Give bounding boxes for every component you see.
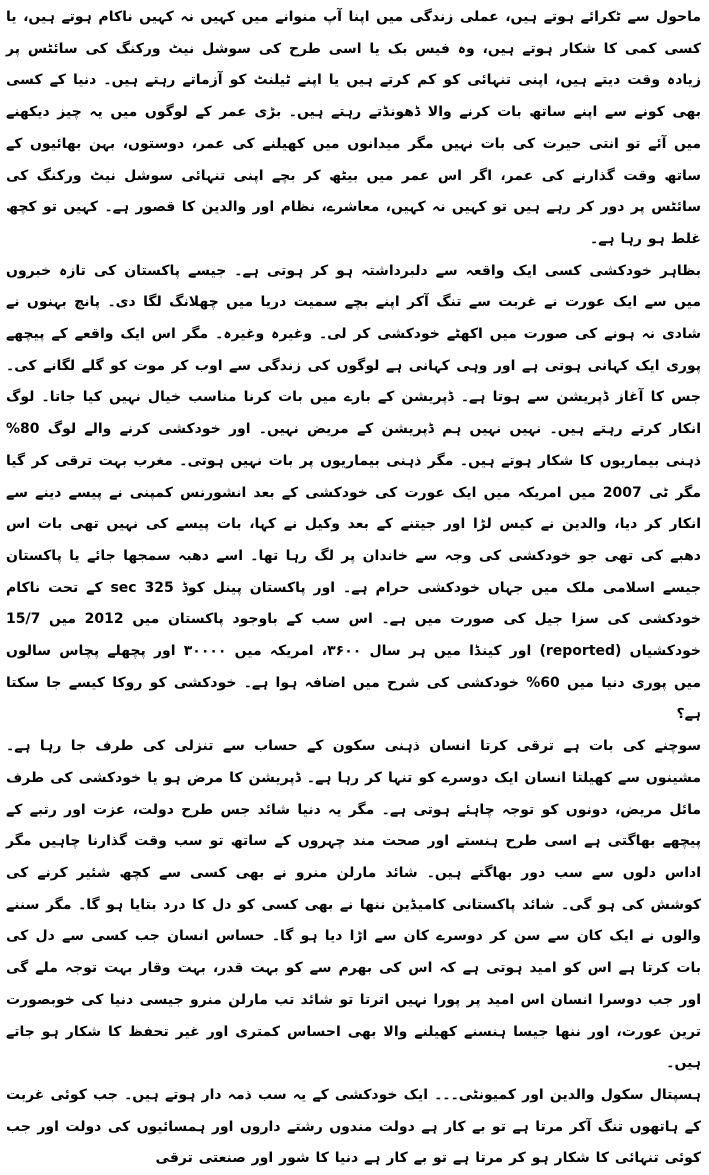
paragraph-social-networking: ماحول سے ٹکرائے ہوتے ہیں، عملی زندگی میں اپنا آپ منوانے میں کہیں نہ کہیں ناکام ہوتے ہیں، یا کسی کمی کا شکار ہوتے ہیں، وہ فیس بک یا اسی طرح کی سوشل نیٹ ورکنگ کی سائٹس پر زیادہ وقت دیتے ہیں، اپنی تنہائی کو کم کرتے ہیں یا اپنے ٹیلنٹ کو آزماتے رہتے ہیں۔ دنیا کے کسی بھی کونے سے اپنے ساتھ بات کرنے والا ڈھونڈتے رہتے ہیں۔ بڑی عمر کے لوگوں میں یہ چیز دیکھنے میں آئے تو انتی حیرت کی بات نہیں مگر میدانوں میں کھیلنے کی عمر، دوستوں، بہن بھائیوں کے ساتھ وقت گذارنے کی عمر، اگر اس عمر میں بیٹھ کر بچے اپنی تنہائی سوشل نیٹ ورکنگ کی سائٹس پر دور کر رہے ہیں تو کہیں نہ کہیں، معاشرے، نظام اور والدین کا قصور ہے۔ کہیں تو کچھ غلط ہو رہا ہے۔ (6, 9, 701, 247)
paragraph-suicide-depression: بظاہر خودکشی کسی ایک واقعہ سے دلبرداشتہ ہو کر ہوتی ہے۔ جیسے پاکستان کی تازہ خبروں میں سے ایک عورت نے غربت سے تنگ آکر اپنے بچے سمیت دریا میں چھلانگ لگا دی۔ پانچ بہنوں نے شادی نہ ہونے کی صورت میں اکھٹے خودکشی کر لی۔ وغیرہ وغیرہ۔ مگر اس ایک واقعے کے پیچھے پوری ایک کہانی ہوتی ہے اور وہی کہانی ہے لوگوں کی زندگی سے اوب کر موت کو گلے لگانے کی۔ جس کا آغاز ڈپریشن سے ہوتا ہے۔ ڈپریشن کے بارے میں بات کرنا مناسب خیال نہیں کیا جاتا۔ لوگ انکار کرتے رہتے ہیں۔ نہیں نہیں ہم ڈپریشن کے مریض نہیں۔ اور خودکشی کرنے والے لوگ 80% ذہنی بیماریوں کا شکار ہوتے ہیں۔ مگر ذہنی بیماریوں پر بات نہیں ہوتی۔ مغرب بہت ترقی کر گیا مگر ٹی 2007 میں امریکہ میں ایک عورت کی خودکشی کے بعد انشورنس کمپنی نے پیسے دینے سے انکار کر دیا، والدین نے کیس لڑا اور جیتنے کے بعد وکیل نے کہا، بات پیسے کی نہیں تھی بات اس دھبے کی تھی جو خودکشی کی وجہ سے خاندان پر لگ رہا تھا۔ اسے دھبہ سمجھا جائے یا پاکستان جیسے اسلامی ملک میں جہاں خودکشی حرام ہے۔ اور پاکستان پینل کوڈ sec 325 کے تحت ناکام خودکشی کی سزا جیل کی صورت میں ہے۔ اس سب کے باوجود پاکستان میں 2012 میں 15/7 خودکشیاں (reported) اور کینڈا میں ہر سال ۳۶۰۰، امریکہ میں ۳۰۰۰۰ اور پچھلے پچاس سالوں میں پوری دنیا میں 60% خودکشی کی شرح میں اضافہ ہوا ہے۔ خودکشی کو روکا کیسے جا سکتا ہے؟ (6, 262, 702, 723)
paragraph-responsibility: ہسپتال سکول والدین اور کمیونٹی۔۔۔ ایک خودکشی کے یہ سب ذمہ دار ہوتے ہیں۔ جب کوئی غربت کے ہاتھوں تنگ آکر مرتا ہے تو بے کار ہے دولت مندوں رشتے داروں اور ہمسائیوں کی دولت اور جب کوئی تنہائی کا شکار ہو کر مرتا ہے تو بے کار ہے دنیا کا شور اور صنعتی ترقی (6, 1086, 701, 1167)
paragraph-attention-loneliness: سوچنے کی بات ہے ترقی کرتا انسان ذہنی سکون کے حساب سے تنزلی کی طرف جا رہا ہے۔ مشینوں سے کھیلتا انسان ایک دوسرے کو تنہا کر رہا ہے۔ ڈپریشن کا مرض ہو یا خودکشی کی طرف مائل مریض، دونوں کو توجہ چاہئے ہوتی ہے۔ مگر یہ دنیا شائد جس طرح دولت، عزت اور رتبے کے پیچھے بھاگتی ہے اسی طرح ہنستے اور صحت مند چہروں کے ساتھ تو سب وقت گذارنا چاہیں مگر اداس دلوں سے سب دور بھاگتے ہیں۔ شائد مارلن منرو نے بھی کسی سے کچھ شئیر کرنے کی کوشش کی ہو گی۔ شائد پاکستانی کامیڈین ننھا نے بھی کسی کو دل کا درد بتایا ہو گا۔ مگر سننے والوں نے ایک کان سے سن کر دوسرے کان سے اڑا دیا ہو گا۔ حساس انسان جب کسی سے دل کی بات کرتا ہے اس کو امید ہوتی ہے کہ اس کی بھرم سے کو بہت قدر، بہت وقار بہت توجہ ملے گی اور جب دوسرا انسان اس امید پر پورا نہیں اترتا تو شائد تب مارلن منرو جیسی دنیا کی خوبصورت ترین عورت، اور ننھا جیسا ہنسنے کھیلنے والا بھی احساس کمتری اور غیر تحفظ کا شکار ہو جاتے ہیں۔ (6, 738, 701, 1072)
